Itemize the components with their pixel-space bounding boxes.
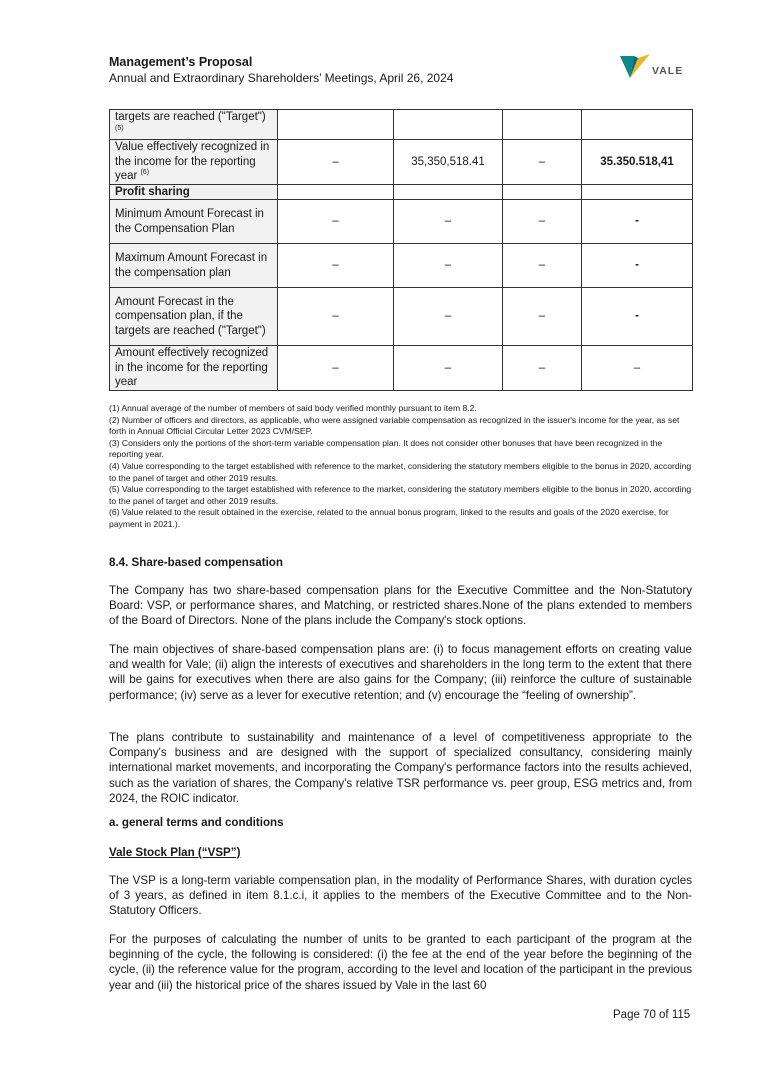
- subsection-heading: a. general terms and conditions: [109, 816, 284, 829]
- table-row: [110, 140, 693, 185]
- table-cell: [582, 110, 693, 140]
- footnote: (2) Number of officers and directors, as applicable, who were assigned variable compensation as recognized in the issuer's income for the year, as set forth in Annual Official Circular Letter 2023 CVM/SEP.: [109, 414, 680, 437]
- footnote: (4) Value corresponding to the target established with reference to the market, considering the statutory members eligible to the bonus in 2020, according to the panel of target and other 2019 results.: [109, 460, 692, 483]
- table-cell: –: [582, 346, 693, 391]
- table-cell: –: [278, 346, 394, 391]
- table-cell: –: [503, 140, 582, 185]
- vale-logo-icon: [618, 52, 652, 82]
- footnote: (1) Annual average of the number of members of said body verified monthly pursuant to item 8.2.: [109, 403, 477, 413]
- row-label: Amount effectively recognized in the income for the reporting year: [110, 346, 278, 391]
- paragraph: The VSP is a long-term variable compensation plan, in the modality of Performance Shares, with duration cycles of 3 years, as defined in item 8.1.c.i, it applies to the members of the Executive Committee and to the Non-Statutory Officers.: [109, 874, 692, 918]
- section-heading: 8.4. Share-based compensation: [109, 556, 283, 569]
- table-cell: [394, 184, 503, 200]
- page-number: Page 70 of 115: [613, 1009, 691, 1021]
- page-header: [109, 55, 579, 86]
- table-cell: –: [278, 140, 394, 185]
- table-cell: [503, 110, 582, 140]
- table-cell: –: [503, 288, 582, 346]
- logo-text: VALE: [652, 65, 684, 77]
- table-cell: -: [582, 244, 693, 288]
- table-row: [110, 346, 693, 391]
- table-cell: –: [278, 288, 394, 346]
- table-row: [110, 184, 693, 200]
- table-cell: 35,350,518.41: [394, 140, 503, 185]
- table-cell: –: [278, 244, 394, 288]
- table-row: [110, 244, 693, 288]
- header-title: Management’s Proposal: [109, 55, 253, 69]
- row-label: Minimum Amount Forecast in the Compensation Plan: [110, 200, 278, 244]
- table-cell: -: [582, 288, 693, 346]
- paragraph: For the purposes of calculating the number of units to be granted to each participant of the program at the beginning of the cycle, the following is considered: (i) the fee at the end of the year before the beginning of the cycle, (ii) the reference value for the program, according to the level and location of the participant in the previous year and (iii) the historical price of the shares issued by Vale in the last 60: [109, 933, 692, 992]
- footnote: (3) Considers only the portions of the short-term variable compensation plan. It does not consider other bonuses that have been recognized in the reporting year.: [109, 437, 663, 460]
- row-label: Maximum Amount Forecast in the compensation plan: [110, 244, 278, 288]
- table-footnotes: [109, 403, 692, 531]
- vsp-heading: Vale Stock Plan (“VSP”): [109, 846, 241, 859]
- table-cell: [503, 184, 582, 200]
- table-cell: 35.350.518,41: [582, 140, 693, 185]
- section-label: Profit sharing: [110, 184, 278, 200]
- table-cell: –: [503, 200, 582, 244]
- table-cell: –: [394, 288, 503, 346]
- table-cell: –: [394, 346, 503, 391]
- footnote: (5) Value corresponding to the target established with reference to the market, considering the statutory members eligible to the bonus in 2020, according to the panel of target and other 2019 results.: [109, 484, 692, 506]
- row-label: targets are reached ("Target") $^{(5)}$: [110, 110, 278, 140]
- table-cell: –: [278, 200, 394, 244]
- table-cell: –: [394, 244, 503, 288]
- header-subtitle: Annual and Extraordinary Shareholders’ Meetings, April 26, 2024: [109, 71, 454, 85]
- table-cell: –: [503, 346, 582, 391]
- paragraph: The Company has two share-based compensation plans for the Executive Committee and the Non-Statutory Board: VSP, or performance shares, and Matching, or restricted shares.None of the plans extended to members of the Board of Directors. None of the plans include the Company's stock options.: [109, 584, 692, 628]
- paragraph: The main objectives of share-based compensation plans are: (i) to focus management efforts on creating value and wealth for Vale; (ii) align the interests of executives and shareholders in the long term to the extent that there will be gains for executives when there are also gains for the Company; (iii) reinforce the culture of sustainable performance; (iv) serve as a lever for executive retention; and (v) encourage the “feeling of ownership”.: [109, 643, 692, 702]
- vale-logo: [618, 52, 688, 86]
- table-cell: -: [582, 200, 693, 244]
- table-cell: [278, 184, 394, 200]
- paragraph: The plans contribute to sustainability and maintenance of a level of competitiveness appropriate to the Company's business and are designed with the support of specialized consultancy, considering mainly international market movements, and incorporating the Company's performance factors into the results achieved, such as the variation of shares, the Company's relative TSR performance vs. peer group, ESG metrics and, from 2024, the ROIC indicator.: [109, 731, 692, 805]
- compensation-table: [109, 109, 693, 391]
- footnote: (6) Value related to the result obtained in the exercise, related to the annual bonus program, linked to the results and goals of the 2020 exercise, for payment in 2021.).: [109, 507, 669, 529]
- table-cell: [394, 110, 503, 140]
- row-label: Amount Forecast in the compensation plan, if the targets are reached ("Target"): [110, 288, 278, 346]
- table-row: [110, 110, 693, 140]
- row-label: Value effectively recognized in the income for the reporting year $^{(6)}$: [110, 140, 278, 185]
- table-row: [110, 288, 693, 346]
- table-cell: [582, 184, 693, 200]
- table-cell: –: [394, 200, 503, 244]
- table-row: [110, 200, 693, 244]
- table-cell: –: [503, 244, 582, 288]
- table-cell: [278, 110, 394, 140]
